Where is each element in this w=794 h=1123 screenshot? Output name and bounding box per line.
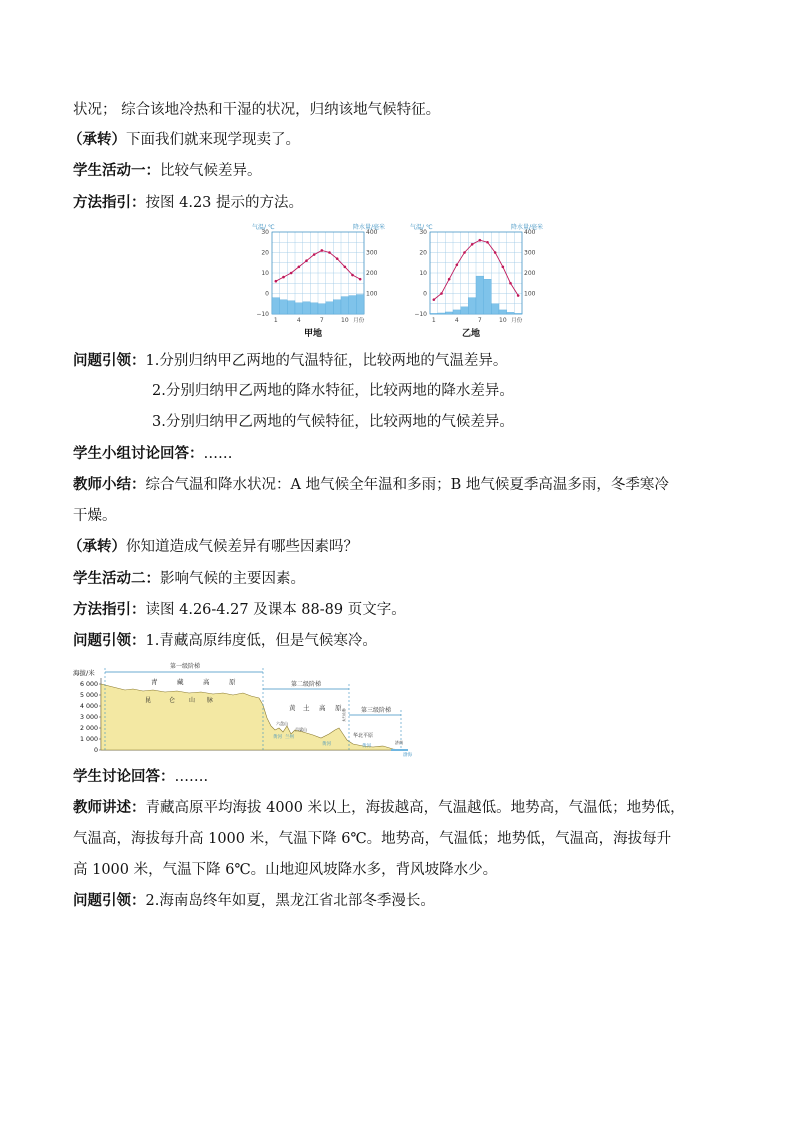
elevation-tick-label: 4 000 <box>79 703 98 710</box>
label-sea: 渤海 <box>403 753 412 758</box>
precip-axis-label: 降水量/毫米 <box>353 224 386 231</box>
terrain-profile <box>73 660 413 758</box>
precip-tick-label: 200 <box>366 270 378 277</box>
temp-tick-label: −10 <box>414 311 427 318</box>
paragraph-8 <box>73 444 233 464</box>
label-tu: 土 <box>303 704 310 712</box>
step2-label: 第二级阶梯 <box>290 681 322 688</box>
temperature-point <box>313 253 316 256</box>
paragraph-13 <box>73 631 377 651</box>
precip-axis-label: 降水量/毫米 <box>511 224 544 231</box>
temp-tick-label: 10 <box>261 270 269 277</box>
chart-b-title: 乙地 <box>461 329 481 339</box>
temperature-point <box>433 298 436 301</box>
label-yuan: 原 <box>229 678 236 686</box>
paragraph-4 <box>73 193 303 213</box>
temperature-point <box>486 241 489 244</box>
precip-tick-label: 100 <box>366 290 378 298</box>
precip-tick-label: 100 <box>524 290 536 298</box>
temperature-point <box>275 280 278 283</box>
precip-bar <box>491 304 499 314</box>
elevation-tick-label: 3 000 <box>79 714 98 721</box>
step1-label: 第一级阶梯 <box>169 663 201 670</box>
label-gao2: 高 <box>319 704 326 712</box>
paragraph-11 <box>73 569 305 589</box>
precip-bar <box>499 310 507 314</box>
summary-label: 教师小结： <box>73 477 146 493</box>
month-tick-label: 7 <box>319 317 324 324</box>
precip-bar <box>349 296 357 314</box>
temp-tick-label: 20 <box>419 249 427 257</box>
temperature-point <box>290 272 293 275</box>
temp-axis-label: 气温/ ℃ <box>410 224 433 231</box>
climate-chart-a <box>248 222 390 340</box>
label-mt-b: 吕梁山 <box>295 727 307 732</box>
precip-bar <box>333 300 341 314</box>
label-taihang: 太行山脉 <box>342 708 346 722</box>
transition-label: （承转） <box>68 132 126 148</box>
chart-a-plot <box>256 229 377 324</box>
paragraph-15-line3: 高 1000 米，气温下降 6℃。山地迎风坡降水多，背风坡降水少。 <box>73 862 498 878</box>
label-plain: 华北平原 <box>353 733 374 739</box>
elevation-tick-label: 0 <box>93 747 98 754</box>
precip-bar <box>280 300 288 314</box>
guide-label: 问题引领： <box>73 633 146 649</box>
paragraph-10 <box>68 537 358 557</box>
precip-bar <box>453 310 461 314</box>
temperature-point <box>282 276 285 279</box>
precip-tick-label: 300 <box>366 249 378 257</box>
temperature-point <box>351 274 354 277</box>
temperature-point <box>479 239 482 242</box>
elevation-tick-label: 5 000 <box>79 692 98 699</box>
label-lun: 仑 <box>169 697 176 704</box>
precip-tick-label: 200 <box>524 270 536 277</box>
sea-water <box>391 749 408 751</box>
label-river2: 兰州 <box>285 735 294 740</box>
elevation-tick-label: 6 000 <box>79 681 98 688</box>
paragraph-text: 你知道造成气候差异有哪些因素吗？ <box>126 539 358 555</box>
paragraph-text: 2.海南岛终年如夏，黑龙江省北部冬季漫长。 <box>145 893 435 909</box>
precip-tick-label: 400 <box>524 229 536 236</box>
month-tick-label: 4 <box>296 317 301 324</box>
paragraph-text: …… <box>203 446 233 462</box>
terrain-area <box>101 684 401 750</box>
temperature-point <box>305 259 308 262</box>
precip-bar <box>476 276 484 314</box>
profile-y-axis-label: 海拔/米 <box>73 669 95 677</box>
temp-tick-label: −10 <box>256 311 269 318</box>
paragraph-3 <box>73 161 262 181</box>
precip-tick-label: 300 <box>524 249 536 257</box>
climate-chart-b <box>406 222 548 340</box>
temperature-point <box>448 278 451 281</box>
paragraph-text: 比较气候差异。 <box>160 163 262 179</box>
activity-label: 学生活动一： <box>73 163 160 179</box>
paragraph-text: 1.青藏高原纬度低，但是气候寒冷。 <box>145 633 377 649</box>
label-qing: 青 <box>151 678 158 686</box>
label-river3: 黄河 <box>322 742 331 747</box>
month-unit-label: 月份 <box>511 318 523 324</box>
discussion-label: 学生小组讨论回答： <box>73 446 204 462</box>
activity-label: 学生活动二： <box>73 571 160 587</box>
label-shan: 山 <box>189 697 196 704</box>
precip-tick-label: 400 <box>366 229 378 236</box>
chart-b-plot <box>414 229 535 324</box>
elevation-tick-label: 1 000 <box>79 736 98 743</box>
paragraph-text: ……. <box>174 769 209 785</box>
temperature-point <box>509 282 512 285</box>
lecture-label: 教师讲述： <box>73 800 146 816</box>
temperature-point <box>344 266 347 269</box>
precip-bar <box>356 295 364 314</box>
precip-bar <box>507 312 515 314</box>
discussion-label: 学生讨论回答： <box>73 769 175 785</box>
month-unit-label: 月份 <box>353 318 365 324</box>
label-river1: 黄河 <box>273 735 282 740</box>
precip-bar <box>318 304 326 314</box>
paragraph-2 <box>68 130 300 150</box>
month-tick-label: 10 <box>341 317 349 324</box>
paragraph-5 <box>73 351 507 371</box>
precip-bar <box>430 313 438 314</box>
label-river4: 黄河 <box>362 744 371 749</box>
method-label: 方法指引： <box>73 602 146 618</box>
temp-tick-label: 30 <box>419 229 427 236</box>
paragraph-14 <box>73 767 208 787</box>
label-kun: 昆 <box>145 697 152 704</box>
temp-axis-label: 气温/ ℃ <box>252 224 275 231</box>
temp-tick-label: 0 <box>423 290 427 298</box>
precip-bar <box>461 307 469 314</box>
temperature-point <box>298 266 301 269</box>
label-ji: 济南 <box>395 740 403 745</box>
paragraph-text: 读图 4.26-4.27 及课本 88-89 页文字。 <box>145 602 406 618</box>
guide-label: 问题引领： <box>73 353 146 369</box>
temp-tick-label: 30 <box>261 229 269 236</box>
precip-bar <box>310 303 318 314</box>
precip-bar <box>303 302 311 314</box>
paragraph-text: 按图 4.23 提示的方法。 <box>145 195 304 211</box>
paragraph-text: 下面我们就来现学现卖了。 <box>126 132 300 148</box>
paragraph-16 <box>73 891 435 911</box>
temperature-point <box>336 257 339 260</box>
paragraph-12 <box>73 600 406 620</box>
paragraph-text: 青藏高原平均海拔 4000 米以上，海拔越高，气温越低。地势高，气温低；地势低， <box>145 800 685 816</box>
temperature-point <box>440 292 443 295</box>
temp-tick-label: 20 <box>261 249 269 257</box>
method-label: 方法指引： <box>73 195 146 211</box>
month-tick-label: 1 <box>431 317 436 324</box>
label-huang: 黄 <box>289 704 296 712</box>
paragraph-text: 综合气温和降水状况：A 地气候全年温和多雨；B 地气候夏季高温多雨，冬季寒冷 <box>145 477 669 493</box>
label-mt-a: 六盘山 <box>276 721 288 726</box>
paragraph-9-cont: 干燥。 <box>73 508 117 524</box>
precip-bar <box>468 298 476 314</box>
question-1: 1.分别归纳甲乙两地的气温特征，比较两地的气温差异。 <box>145 353 508 369</box>
paragraph-15-line2: 气温高，海拔每升高 1000 米，气温下降 6℃。地势高，气温低；地势低，气温高，海拔每升 <box>73 831 672 847</box>
label-yuan2: 原 <box>335 704 342 712</box>
paragraph-15 <box>73 798 685 818</box>
paragraph-9 <box>73 475 669 495</box>
question-2: 2.分别归纳甲乙两地的降水特征，比较两地的降水差异。 <box>152 383 514 399</box>
paragraph-1: 状况； 综合该地冷热和干湿的状况，归纳该地气候特征。 <box>73 102 441 118</box>
transition-label: （承转） <box>68 539 126 555</box>
temperature-point <box>321 249 324 252</box>
month-tick-label: 7 <box>477 317 482 324</box>
chart-a-title: 甲地 <box>303 329 323 339</box>
precip-bar <box>445 312 453 314</box>
elevation-tick-label: 2 000 <box>79 725 98 732</box>
temperature-point <box>502 266 505 269</box>
precip-bar <box>272 298 280 314</box>
month-tick-label: 1 <box>273 317 278 324</box>
temp-tick-label: 0 <box>265 290 269 298</box>
label-zang: 藏 <box>177 678 184 686</box>
label-mai: 脉 <box>207 697 214 704</box>
month-tick-label: 4 <box>454 317 459 324</box>
temperature-point <box>463 251 466 254</box>
temperature-point <box>456 264 459 267</box>
step3-label: 第三级阶梯 <box>360 707 392 714</box>
guide-label: 问题引领： <box>73 893 146 909</box>
precip-bar <box>295 303 303 314</box>
profile-yticks <box>80 681 101 754</box>
precip-bar <box>438 313 446 314</box>
precip-bar <box>287 301 295 314</box>
label-gao: 高 <box>203 678 210 686</box>
temperature-point <box>328 251 331 254</box>
temperature-point <box>359 278 362 281</box>
precip-bar <box>341 297 349 314</box>
precip-bar <box>484 279 492 314</box>
temperature-point <box>471 243 474 246</box>
temperature-point <box>517 294 520 297</box>
paragraph-text: 影响气候的主要因素。 <box>160 571 305 587</box>
temperature-point <box>494 251 497 254</box>
temp-tick-label: 10 <box>419 270 427 277</box>
month-tick-label: 10 <box>499 317 507 324</box>
precip-bar <box>326 302 334 314</box>
question-3: 3.分别归纳甲乙两地的气候特征，比较两地的气候差异。 <box>152 414 514 430</box>
precip-bar <box>514 313 522 314</box>
